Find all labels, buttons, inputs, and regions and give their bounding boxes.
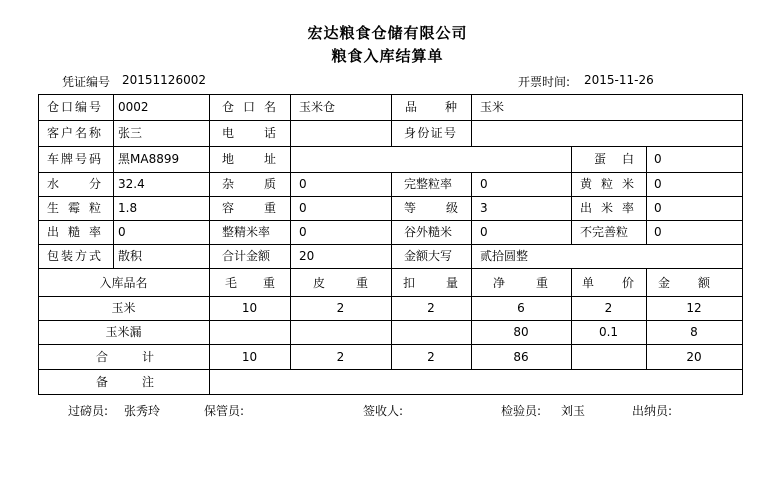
plate-no-value: 黑MA8899 [118, 152, 180, 166]
grid-line [471, 244, 472, 268]
plate-no-label: 车牌号码 [47, 152, 101, 166]
protein-value: 0 [654, 152, 662, 166]
grid-line [38, 369, 743, 370]
company-title: 宏达粮食仓储有限公司 [307, 24, 468, 42]
grid-line [742, 94, 743, 395]
grid-line [571, 268, 572, 369]
grade-value: 3 [480, 201, 488, 215]
date-value: 2015-11-26 [584, 73, 654, 87]
brown-rice-rate-label: 出糙率 [47, 225, 101, 239]
col-header-tare: 皮重 [313, 276, 368, 290]
grid-line [571, 146, 572, 244]
grid-line [391, 244, 392, 268]
total-deduct: 2 [427, 350, 435, 364]
intact-kernel-rate-value: 0 [480, 177, 488, 191]
row2-product: 玉米漏 [105, 325, 142, 339]
head-rice-rate-label: 整精米率 [222, 225, 271, 239]
imperfect-kernel-value: 0 [654, 225, 662, 239]
row1-gross: 10 [241, 301, 258, 315]
variety-value: 玉米 [480, 100, 505, 114]
warehouse-no-label: 仓口编号 [47, 100, 101, 114]
total-gross: 10 [241, 350, 258, 364]
milling-rate-label: 出米率 [580, 201, 634, 215]
grid-line [38, 394, 743, 395]
row1-tare: 2 [336, 301, 345, 315]
moisture-value: 32.4 [118, 177, 145, 191]
weigher-name: 张秀玲 [124, 404, 161, 418]
row2-amount: 8 [690, 325, 698, 339]
grid-line [38, 146, 743, 147]
total-label: 合计 [96, 350, 154, 364]
husked-outside-label: 谷外糙米 [404, 225, 453, 239]
head-rice-rate-value: 0 [299, 225, 307, 239]
amount-words-value: 贰拾圆整 [480, 249, 529, 263]
total-net: 86 [513, 350, 529, 364]
moisture-label: 水分 [47, 177, 101, 191]
row2-net: 80 [513, 325, 529, 339]
grid-line [113, 94, 114, 268]
document-title: 粮食入库结算单 [331, 47, 444, 65]
intact-kernel-rate-label: 完整粒率 [404, 177, 453, 191]
variety-label: 品种 [405, 100, 457, 114]
total-amount-label: 合计金额 [222, 249, 271, 263]
yellow-kernel-label: 黄粒米 [580, 177, 634, 191]
grid-line [38, 94, 39, 395]
milling-rate-value: 0 [654, 201, 662, 215]
husked-outside-value: 0 [480, 225, 488, 239]
address-label: 地址 [222, 152, 276, 166]
total-tare: 2 [336, 350, 345, 364]
bulk-density-value: 0 [299, 201, 307, 215]
impurity-label: 杂质 [222, 177, 276, 191]
brown-rice-rate-value: 0 [118, 225, 126, 239]
cashier-label: 出纳员: [632, 404, 673, 418]
col-header-product: 入库品名 [99, 276, 148, 290]
row1-amount: 12 [686, 301, 702, 315]
row1-deduct: 2 [427, 301, 435, 315]
moldy-kernel-value: 1.8 [118, 201, 138, 215]
grid-line [471, 172, 472, 244]
weigher-label: 过磅员: [68, 404, 109, 418]
total-amount: 20 [686, 350, 702, 364]
col-header-price: 单价 [582, 276, 634, 290]
warehouse-no-value: 0002 [118, 100, 149, 114]
grid-line [646, 146, 647, 244]
id-number-label: 身份证号 [404, 126, 456, 140]
grid-line [391, 172, 392, 244]
bulk-density-label: 容重 [222, 201, 276, 215]
col-header-net: 净重 [493, 276, 548, 290]
grid-line [290, 94, 291, 268]
col-header-amount: 金额 [658, 276, 710, 290]
grade-label: 等级 [404, 201, 458, 215]
customer-name-label: 客户名称 [47, 126, 101, 140]
impurity-value: 0 [299, 177, 307, 191]
voucher-label: 凭证编号 [62, 75, 111, 89]
packaging-value: 散积 [118, 249, 143, 263]
amount-words-label: 金额大写 [404, 249, 453, 263]
protein-label: 蛋白 [594, 152, 634, 166]
voucher-number: 20151126002 [122, 73, 206, 87]
inspector-label: 检验员: [501, 404, 542, 418]
warehouse-name-value: 玉米仓 [299, 100, 336, 114]
row2-price: 0.1 [598, 325, 619, 339]
packaging-label: 包装方式 [47, 249, 101, 263]
grid-line [471, 94, 472, 146]
keeper-label: 保管员: [204, 404, 245, 418]
phone-label: 电话 [222, 126, 276, 140]
col-header-deduct: 扣量 [403, 276, 458, 290]
total-amount-value: 20 [299, 249, 315, 263]
imperfect-kernel-label: 不完善粒 [580, 225, 629, 239]
remarks-label: 备注 [96, 375, 154, 389]
col-header-gross: 毛重 [225, 276, 275, 290]
inspector-name: 刘玉 [561, 404, 586, 418]
warehouse-name-label: 仓 口 名 [222, 100, 276, 114]
customer-name-value: 张三 [118, 126, 143, 140]
moldy-kernel-label: 生霉粒 [47, 201, 101, 215]
row1-price: 2 [604, 301, 613, 315]
grid-line [391, 94, 392, 146]
date-label: 开票时间: [518, 75, 571, 89]
row1-product: 玉米 [111, 301, 136, 315]
receiver-label: 签收人: [363, 404, 404, 418]
yellow-kernel-value: 0 [654, 177, 662, 191]
row1-net: 6 [517, 301, 525, 315]
